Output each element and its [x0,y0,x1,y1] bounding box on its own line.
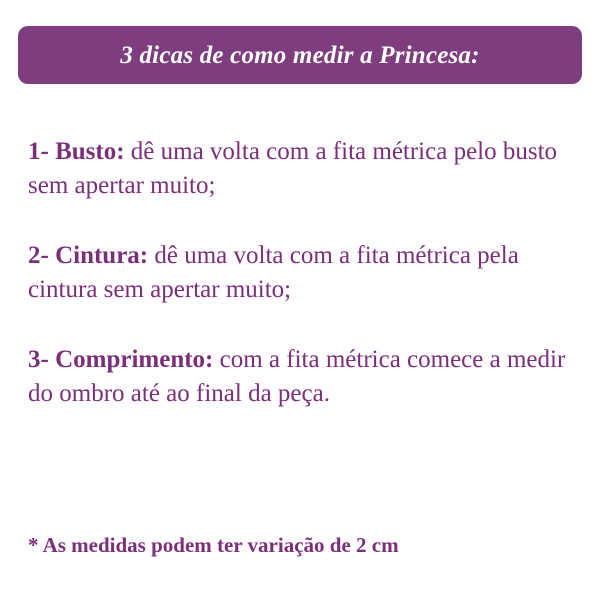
list-item [28,135,576,203]
page-title: 3 dicas de como medir a Princesa: [120,41,480,69]
tip-lead-comprimento: 3- Comprimento: [28,346,214,373]
header-banner [18,26,582,84]
list-item [28,343,576,411]
tip-body-cintura: dê uma volta com a fita métrica pela cintura sem apertar muito; [28,242,519,303]
footnote: * As medidas podem ter variação de 2 cm [28,533,399,557]
list-item [28,239,576,307]
tip-body-busto: dê uma volta com a fita métrica pelo busto sem apertar muito; [28,138,558,199]
tip-lead-busto: 1- Busto: [28,138,125,165]
tip-body-comprimento: com a fita métrica comece a medir do ombro até ao final da peça. [28,346,566,407]
tips-list [28,110,576,411]
tip-lead-cintura: 2- Cintura: [28,242,149,269]
